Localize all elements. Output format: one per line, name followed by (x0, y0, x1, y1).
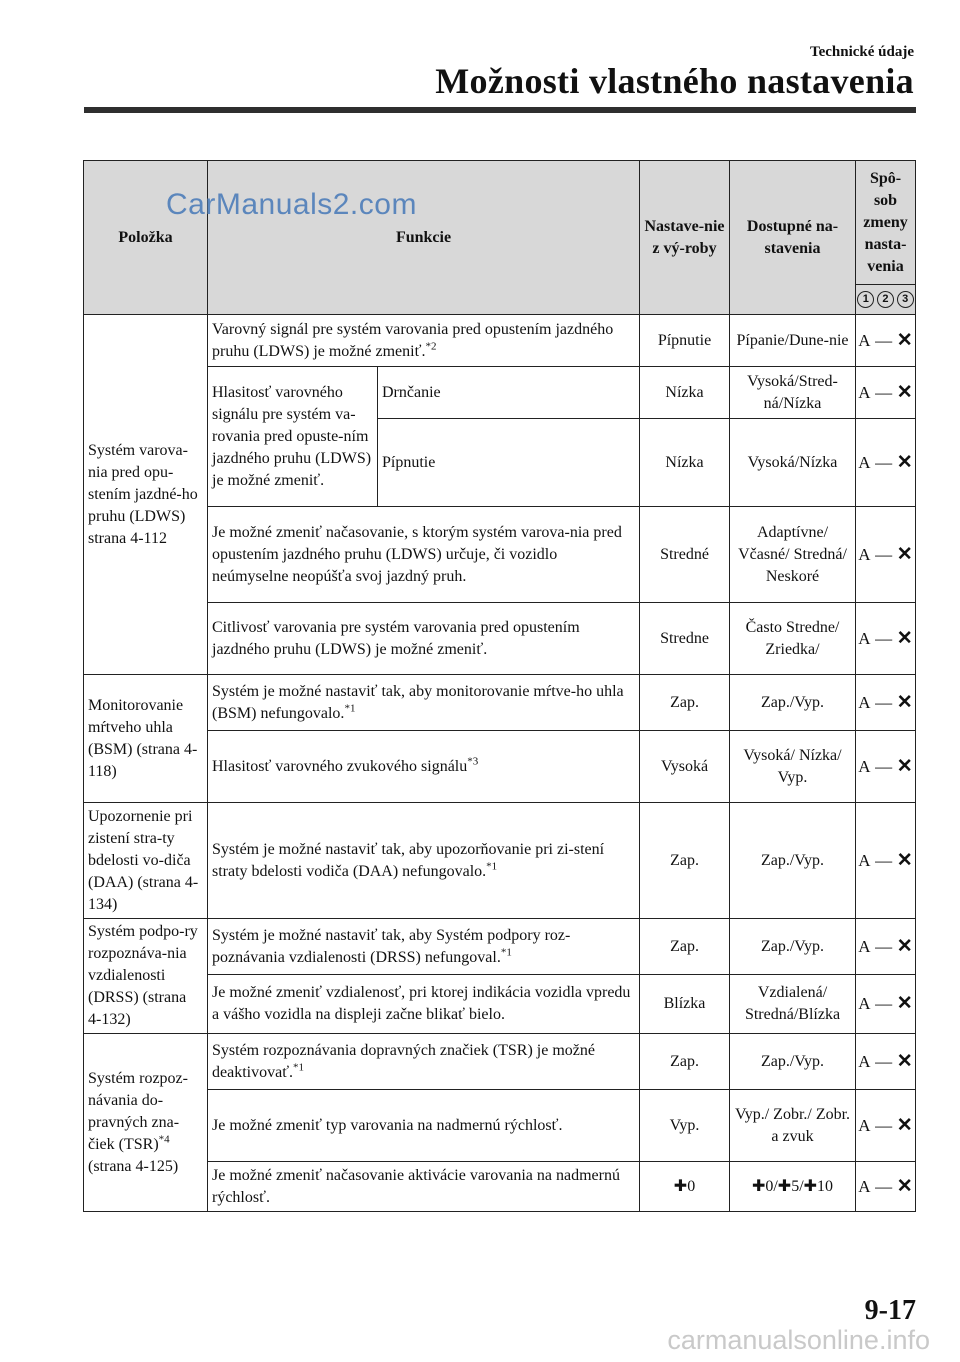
function-cell: Systém je možné nastaviť tak, aby Systém podpory roz-poznávania vzdialenosti (DRSS) nefungoval.$^{*1}$ (208, 919, 640, 975)
page-number: 9-17 (864, 1295, 916, 1326)
method-cell: A — ✕ (856, 507, 916, 603)
available-cell: Adaptívne/ Včasné/ Stredná/ Neskoré (730, 507, 856, 603)
table-row (84, 315, 916, 367)
method-cell: A — ✕ (856, 419, 916, 507)
header-rule (84, 107, 916, 113)
default-cell: Zap. (640, 803, 730, 919)
item-cell: Monitorovanie mŕtveho uhla (BSM) (strana 4-118) (84, 675, 208, 803)
table-row (84, 1090, 916, 1162)
default-cell: Zap. (640, 675, 730, 731)
function-cell: Hlasitosť varovného zvukového signálu$^{*3}$ (208, 731, 640, 803)
method-cell: A — ✕ (856, 315, 916, 367)
default-cell: Zap. (640, 919, 730, 975)
method-cell: A — ✕ (856, 367, 916, 419)
table-row (84, 507, 916, 603)
method-cell: A — ✕ (856, 1162, 916, 1212)
method-cell: A — ✕ (856, 1034, 916, 1090)
function-cell: Je možné zmeniť načasovanie aktivácie varovania na nadmernú rýchlosť. (208, 1162, 640, 1212)
method-cell: A — ✕ (856, 731, 916, 803)
header-available: Dostupné na-stavenia (730, 161, 856, 315)
method-2-icon: 2 (877, 291, 894, 308)
item-cell: Systém rozpoz-návania do-pravných zna-čiek (TSR)$^{*4}$ (strana 4-125) (84, 1034, 208, 1212)
item-cell: Systém varova-nia pred opu-stením jazdné-ho pruhu (LDWS) strana 4-112 (84, 315, 208, 675)
function-cell: Systém je možné nastaviť tak, aby monitorovanie mŕtve-ho uhla (BSM) nefungovalo.$^{*1}$ (208, 675, 640, 731)
method-cell: A — ✕ (856, 1090, 916, 1162)
sub-function-cell: Drnčanie (378, 367, 640, 419)
table-row (84, 919, 916, 975)
method-cell: A — ✕ (856, 603, 916, 675)
footer-watermark: carmanualsonline.info (667, 1325, 930, 1355)
method-cell: A — ✕ (856, 975, 916, 1034)
table-row (84, 603, 916, 675)
table-row (84, 803, 916, 919)
item-cell: Upozornenie pri zistení stra-ty bdelosti vo-diča (DAA) (strana 4-134) (84, 803, 208, 919)
default-cell: Vysoká (640, 731, 730, 803)
default-cell: Nízka (640, 419, 730, 507)
available-cell: Často Stredne/ Zriedka/ (730, 603, 856, 675)
table-row (84, 367, 916, 419)
available-cell: Zap./Vyp. (730, 1034, 856, 1090)
available-cell: ✚0/✚5/✚10 (730, 1162, 856, 1212)
function-group-cell: Hlasitosť varovného signálu pre systém va-rovania pred opuste-ním jazdného pruhu (LDWS) je možné zmeniť. (208, 367, 378, 507)
table-row (84, 1034, 916, 1090)
available-cell: Pípanie/Dune-nie (730, 315, 856, 367)
method-3-icon: 3 (897, 291, 914, 308)
default-cell: Vyp. (640, 1090, 730, 1162)
default-cell: ✚0 (640, 1162, 730, 1212)
sub-function-cell: Pípnutie (378, 419, 640, 507)
header-method-numbers (856, 285, 916, 315)
available-cell: Vyp./ Zobr./ Zobr. a zvuk (730, 1090, 856, 1162)
item-cell: Systém podpo-ry rozpoznáva-nia vzdialenosti (DRSS) (strana 4-132) (84, 919, 208, 1034)
method-cell: A — ✕ (856, 675, 916, 731)
header-method: Spô-sob zmeny nasta-venia (856, 161, 916, 285)
function-cell: Je možné zmeniť vzdialenosť, pri ktorej indikácia vozidla vpredu a vášho vozidla na displeji začne blikať bielo. (208, 975, 640, 1034)
default-cell: Nízka (640, 367, 730, 419)
function-cell: Systém je možné nastaviť tak, aby upozorňovanie pri zi-stení straty bdelosti vodiča (DAA) nefungovalo.$^{*1}$ (208, 803, 640, 919)
table-row (84, 731, 916, 803)
available-cell: Vysoká/ Nízka/ Vyp. (730, 731, 856, 803)
method-1-icon: 1 (857, 291, 874, 308)
default-cell: Stredne (640, 603, 730, 675)
available-cell: Zap./Vyp. (730, 803, 856, 919)
section-title: Technické údaje (809, 44, 914, 60)
method-cell: A — ✕ (856, 803, 916, 919)
default-cell: Blízka (640, 975, 730, 1034)
function-cell: Je možné zmeniť typ varovania na nadmernú rýchlosť. (208, 1090, 640, 1162)
available-cell: Zap./Vyp. (730, 675, 856, 731)
method-cell: A — ✕ (856, 919, 916, 975)
default-cell: Stredné (640, 507, 730, 603)
customization-table (83, 160, 916, 1212)
header-function: Funkcie (208, 161, 640, 315)
table-row (84, 1162, 916, 1212)
available-cell: Zap./Vyp. (730, 919, 856, 975)
header-item: Položka (84, 161, 208, 315)
default-cell: Zap. (640, 1034, 730, 1090)
page-title: Možnosti vlastného nastavenia (435, 61, 914, 101)
available-cell: Vysoká/Stred-ná/Nízka (730, 367, 856, 419)
function-cell: Varovný signál pre systém varovania pred opustením jazdného pruhu (LDWS) je možné zmeniť.$^{*2}$ (208, 315, 640, 367)
available-cell: Vysoká/Nízka (730, 419, 856, 507)
function-cell: Je možné zmeniť načasovanie, s ktorým systém varova-nia pred opustením jazdného pruhu (LDWS) určuje, či vozidlo neúmyselne neopúšťa svoj jazdný pruh. (208, 507, 640, 603)
function-cell: Citlivosť varovania pre systém varovania pred opustením jazdného pruhu (LDWS) je možné zmeniť. (208, 603, 640, 675)
table-row (84, 975, 916, 1034)
function-cell: Systém rozpoznávania dopravných značiek (TSR) je možné deaktivovať.$^{*1}$ (208, 1034, 640, 1090)
header-default: Nastave-nie z vý-roby (640, 161, 730, 315)
table-row (84, 675, 916, 731)
site-watermark: CarManuals2.com (166, 188, 417, 221)
available-cell: Vzdialená/ Stredná/Blízka (730, 975, 856, 1034)
default-cell: Pípnutie (640, 315, 730, 367)
